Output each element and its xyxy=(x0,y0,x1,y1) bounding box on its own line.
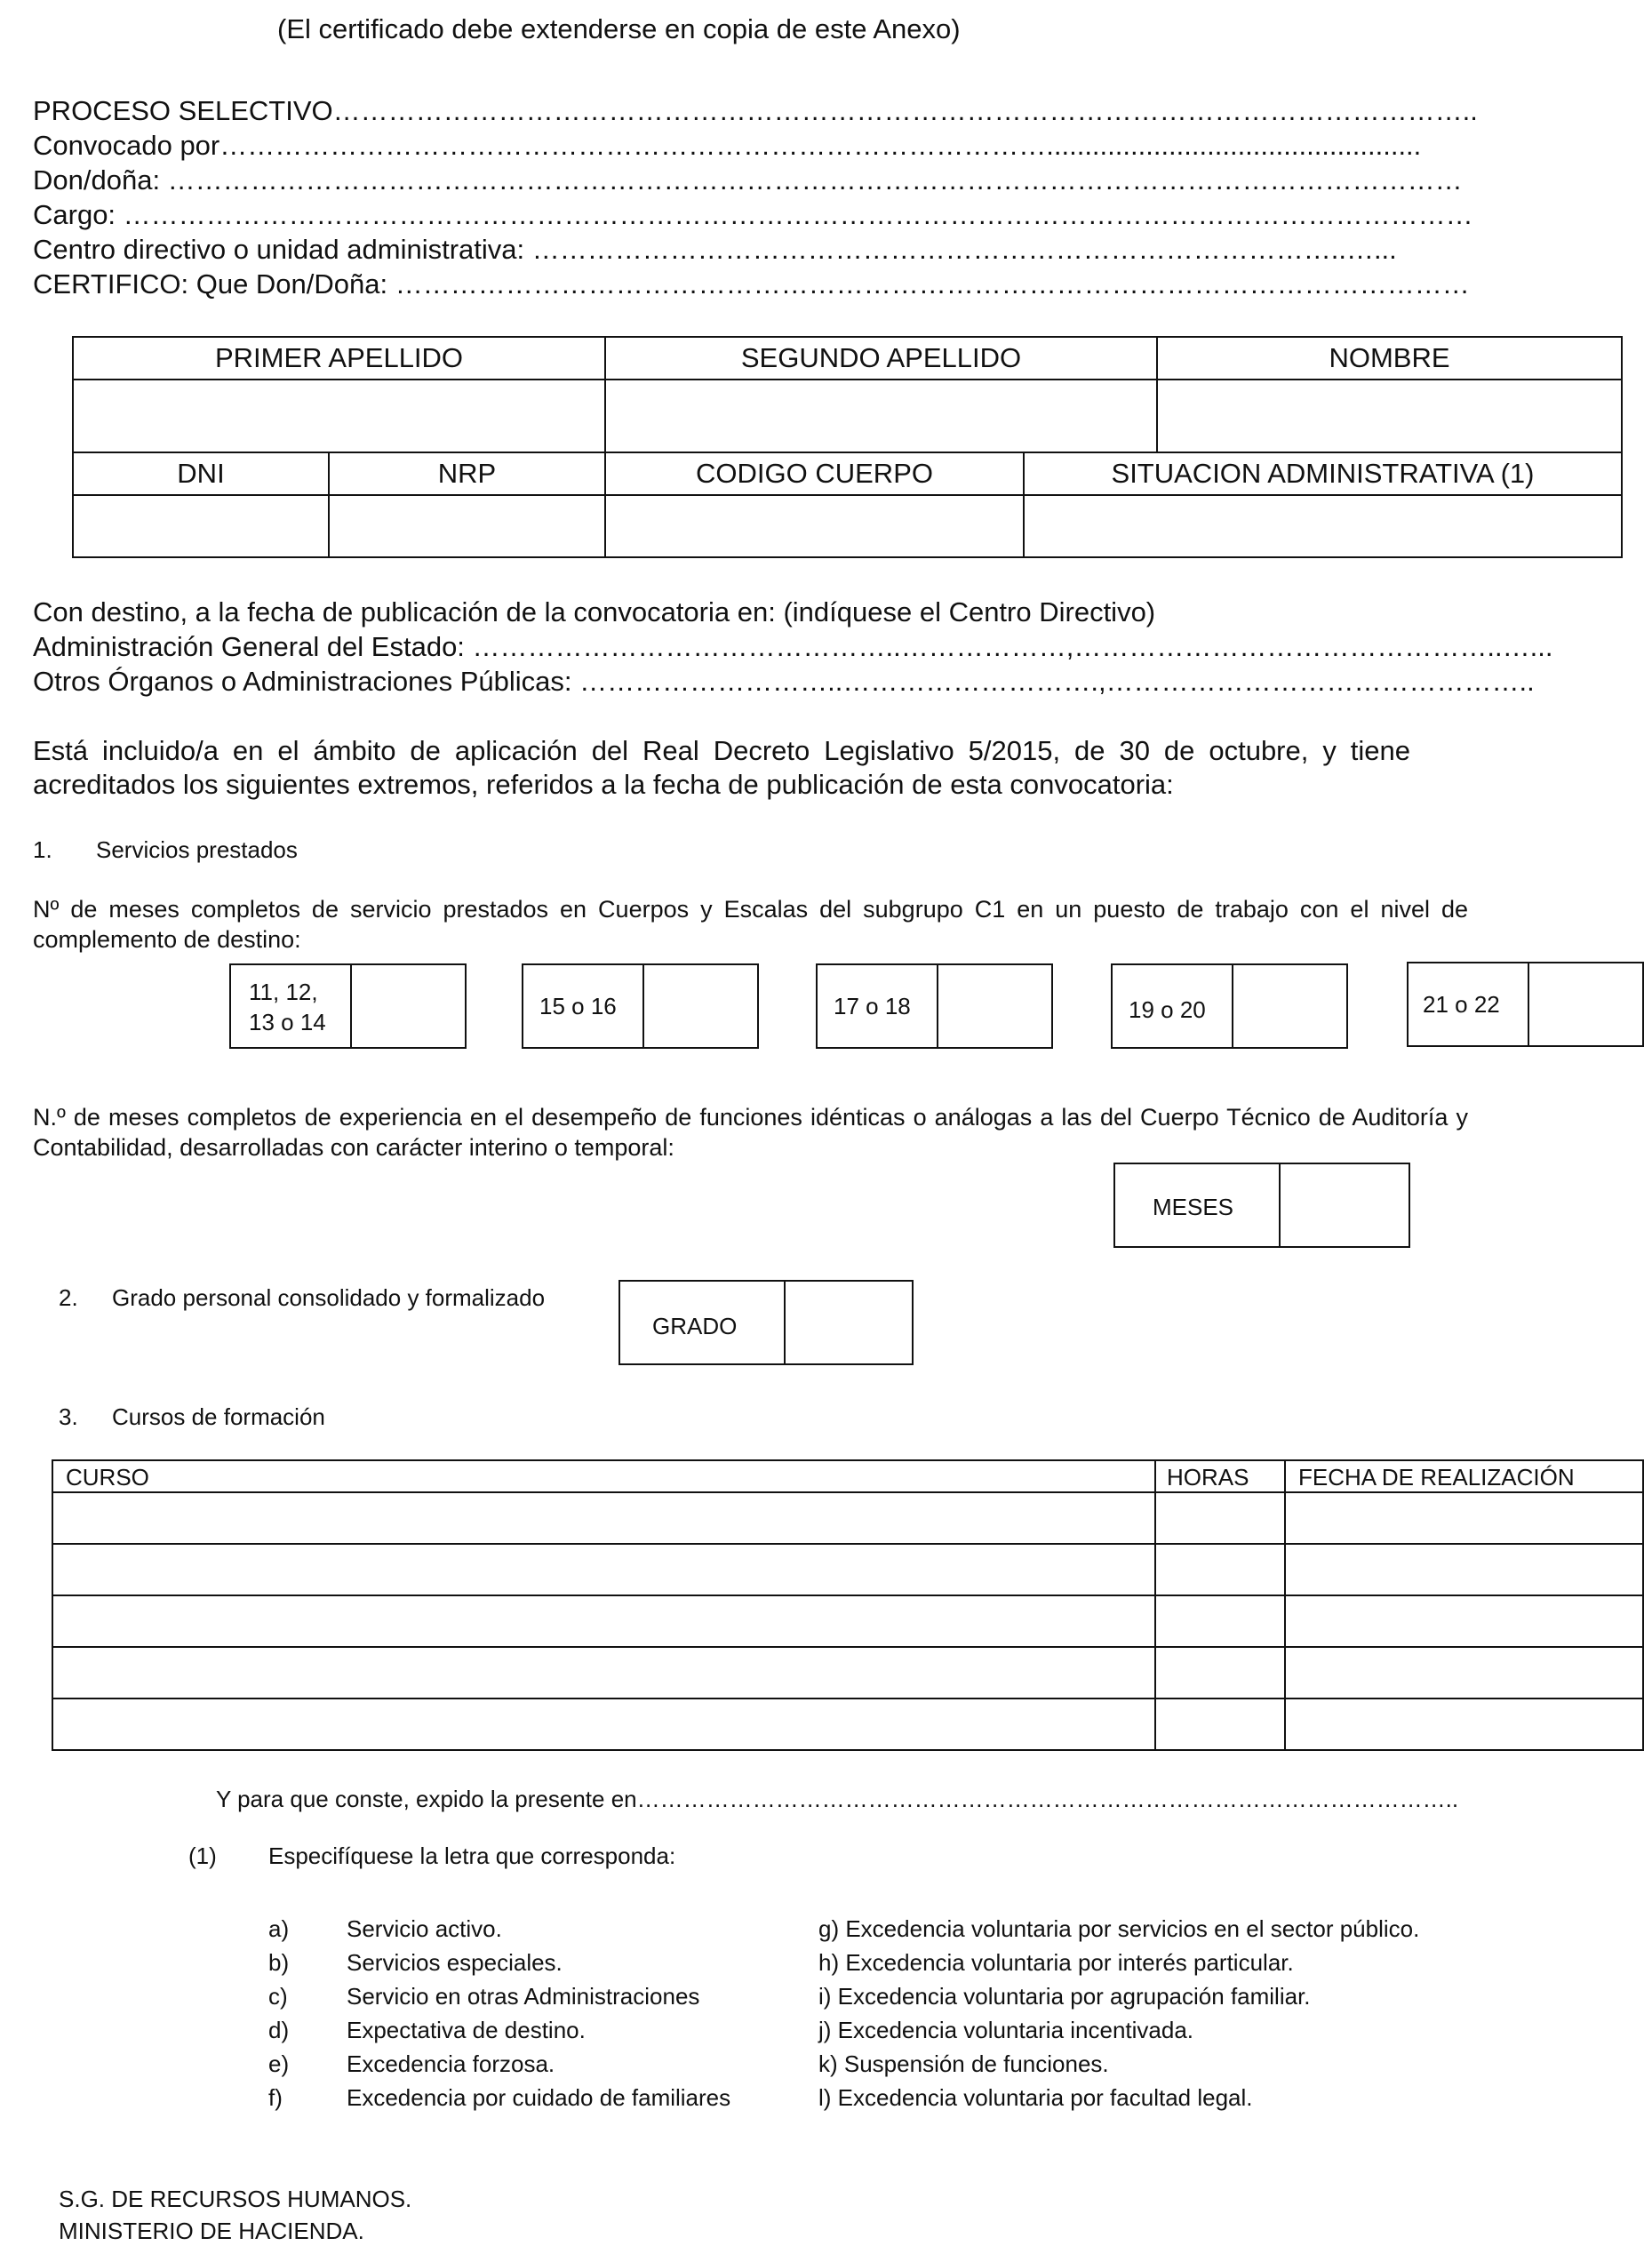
header-nrp: NRP xyxy=(328,452,606,496)
nivel-box-15-16 xyxy=(522,963,759,1049)
nivel-label-11-12: 11, 12, xyxy=(249,979,318,1005)
section3-number: 3. xyxy=(59,1403,78,1430)
input-nrp[interactable] xyxy=(328,494,606,558)
situacion-letter: e) xyxy=(268,2050,290,2077)
curso-row-3-curso[interactable] xyxy=(52,1595,1156,1648)
meses-box xyxy=(1113,1163,1410,1248)
input-primer-apellido[interactable] xyxy=(72,379,606,453)
situacion-letter: c) xyxy=(268,1983,288,2010)
curso-row-4-horas[interactable] xyxy=(1154,1646,1286,1699)
situacion-letter: a) xyxy=(268,1915,290,1942)
header-primer-apellido: PRIMER APELLIDO xyxy=(72,336,606,380)
meses-input[interactable] xyxy=(1281,1164,1409,1246)
situacion-item: h) Excedencia voluntaria por interés particular. xyxy=(818,1949,1294,1976)
footnote-title: Especifíquese la letra que corresponda: xyxy=(268,1842,676,1869)
header-situacion-administrativa: SITUACION ADMINISTRATIVA (1) xyxy=(1023,452,1623,496)
grado-box xyxy=(619,1280,914,1365)
annex-note: (El certificado debe extenderse en copia de este Anexo) xyxy=(277,13,961,44)
signature-line-1: S.G. DE RECURSOS HUMANOS. xyxy=(59,2186,412,2212)
input-segundo-apellido[interactable] xyxy=(604,379,1158,453)
situacion-text: Servicio en otras Administraciones xyxy=(347,1983,700,2010)
situacion-item: g) Excedencia voluntaria por servicios en el sector público. xyxy=(818,1915,1420,1942)
curso-row-5-horas[interactable] xyxy=(1154,1698,1286,1751)
field-otros-organos[interactable]: Otros Órganos o Administraciones Públicas: ………………………..……………………….,……………………………………….. xyxy=(33,666,1535,697)
nivel-box-21-22 xyxy=(1407,962,1644,1047)
grado-label: GRADO xyxy=(652,1313,738,1339)
curso-row-2-horas[interactable] xyxy=(1154,1543,1286,1596)
situacion-item: l) Excedencia voluntaria por facultad legal. xyxy=(818,2084,1253,2111)
nivel-input-17-18[interactable] xyxy=(938,965,1051,1047)
ambito-paragraph: Está incluido/a en el ámbito de aplicación del Real Decreto Legislativo 5/2015, de 30 de octubre, y tiene acreditados los siguientes extremos, referidos a la fecha de publicación de esta convocatoria: xyxy=(33,735,1410,800)
nivel-input-19-20[interactable] xyxy=(1233,965,1346,1047)
situacion-text: Expectativa de destino. xyxy=(347,2017,586,2043)
curso-row-4-fecha[interactable] xyxy=(1284,1646,1644,1699)
header-curso: CURSO xyxy=(52,1459,1156,1493)
situacion-text: Servicio activo. xyxy=(347,1915,502,1942)
situacion-letter: b) xyxy=(268,1949,290,1976)
situacion-item: k) Suspensión de funciones. xyxy=(818,2050,1109,2077)
field-proceso-selectivo[interactable]: PROCESO SELECTIVO…………………………………………………………………………………………………………….. xyxy=(33,95,1478,126)
nivel-box-19-20 xyxy=(1111,963,1348,1049)
signature-line-2: MINISTERIO DE HACIENDA. xyxy=(59,2218,364,2244)
curso-row-4-curso[interactable] xyxy=(52,1646,1156,1699)
curso-row-5-curso[interactable] xyxy=(52,1698,1156,1751)
nivel-label-21-22: 21 o 22 xyxy=(1423,991,1500,1018)
curso-row-3-fecha[interactable] xyxy=(1284,1595,1644,1648)
section1-title: Servicios prestados xyxy=(96,836,298,863)
curso-row-2-curso[interactable] xyxy=(52,1543,1156,1596)
situacion-text: Excedencia por cuidado de familiares xyxy=(347,2084,731,2111)
section2-number: 2. xyxy=(59,1284,78,1311)
input-nombre[interactable] xyxy=(1156,379,1623,453)
header-nombre: NOMBRE xyxy=(1156,336,1623,380)
situacion-text: Excedencia forzosa. xyxy=(347,2050,555,2077)
situacion-letter: f) xyxy=(268,2084,283,2111)
header-fecha-realizacion: FECHA DE REALIZACIÓN xyxy=(1284,1459,1644,1493)
nivel-input-21-22[interactable] xyxy=(1529,963,1642,1045)
input-dni[interactable] xyxy=(72,494,330,558)
situacion-item: i) Excedencia voluntaria por agrupación familiar. xyxy=(818,1983,1311,2010)
field-don-dona[interactable]: Don/doña: …………………………………………………………………………………………………………………………… xyxy=(33,164,1463,196)
field-convocado-por[interactable]: Convocado por………………………………………………………………………………................................................. xyxy=(33,130,1422,161)
section1-meses-text: Nº de meses completos de servicio prestados en Cuerpos y Escalas del subgrupo C1 en un puesto de trabajo con el nivel de complemento de destino: xyxy=(33,896,1468,953)
header-dni: DNI xyxy=(72,452,330,496)
section3-title: Cursos de formación xyxy=(112,1403,325,1430)
curso-row-3-horas[interactable] xyxy=(1154,1595,1286,1648)
situacion-item: j) Excedencia voluntaria incentivada. xyxy=(818,2017,1194,2043)
field-centro-directivo[interactable]: Centro directivo o unidad administrativa: ……………………………………………………………………………..…... xyxy=(33,234,1397,265)
situacion-text: Servicios especiales. xyxy=(347,1949,563,1976)
section2-title: Grado personal consolidado y formalizado xyxy=(112,1284,546,1311)
field-cargo[interactable]: Cargo: ………………………………………………………………………………………………………………………………… xyxy=(33,199,1473,230)
nivel-input-11-14[interactable] xyxy=(352,965,465,1047)
header-horas: HORAS xyxy=(1154,1459,1286,1493)
grado-input[interactable] xyxy=(786,1282,912,1363)
curso-row-1-horas[interactable] xyxy=(1154,1491,1286,1545)
curso-row-1-curso[interactable] xyxy=(52,1491,1156,1545)
nivel-label-17-18: 17 o 18 xyxy=(834,993,911,1019)
field-certifico[interactable]: CERTIFICO: Que Don/Doña: ……………………………………………………………………………………………………… xyxy=(33,268,1470,300)
destino-intro: Con destino, a la fecha de publicación de la convocatoria en: (indíquese el Centro Directivo) xyxy=(33,596,1156,627)
nivel-box-17-18 xyxy=(816,963,1053,1049)
footnote-marker: (1) xyxy=(188,1842,217,1869)
closing-line[interactable]: Y para que conste, expido la presente en…………………………………………………………………………………………….. xyxy=(216,1786,1459,1812)
nivel-box-11-14 xyxy=(229,963,467,1049)
curso-row-2-fecha[interactable] xyxy=(1284,1543,1644,1596)
curso-row-1-fecha[interactable] xyxy=(1284,1491,1644,1545)
section1-experiencia-text: N.º de meses completos de experiencia en el desempeño de funciones idénticas o análogas a las del Cuerpo Técnico de Auditoría y Contabilidad, desarrolladas con carácter interino o temporal: xyxy=(33,1104,1468,1161)
nivel-label-15-16: 15 o 16 xyxy=(539,993,617,1019)
meses-label: MESES xyxy=(1153,1194,1234,1220)
nivel-input-15-16[interactable] xyxy=(644,965,757,1047)
situacion-letter: d) xyxy=(268,2017,290,2043)
section1-number: 1. xyxy=(33,836,52,863)
curso-row-5-fecha[interactable] xyxy=(1284,1698,1644,1751)
field-administracion-general[interactable]: Administración General del Estado: ………………………………………..………………,………………………………………..…... xyxy=(33,631,1553,662)
header-codigo-cuerpo: CODIGO CUERPO xyxy=(604,452,1025,496)
header-segundo-apellido: SEGUNDO APELLIDO xyxy=(604,336,1158,380)
nivel-label-19-20: 19 o 20 xyxy=(1129,996,1206,1023)
nivel-label-13-14: 13 o 14 xyxy=(249,1009,326,1035)
input-codigo-cuerpo[interactable] xyxy=(604,494,1025,558)
input-situacion-administrativa[interactable] xyxy=(1023,494,1623,558)
